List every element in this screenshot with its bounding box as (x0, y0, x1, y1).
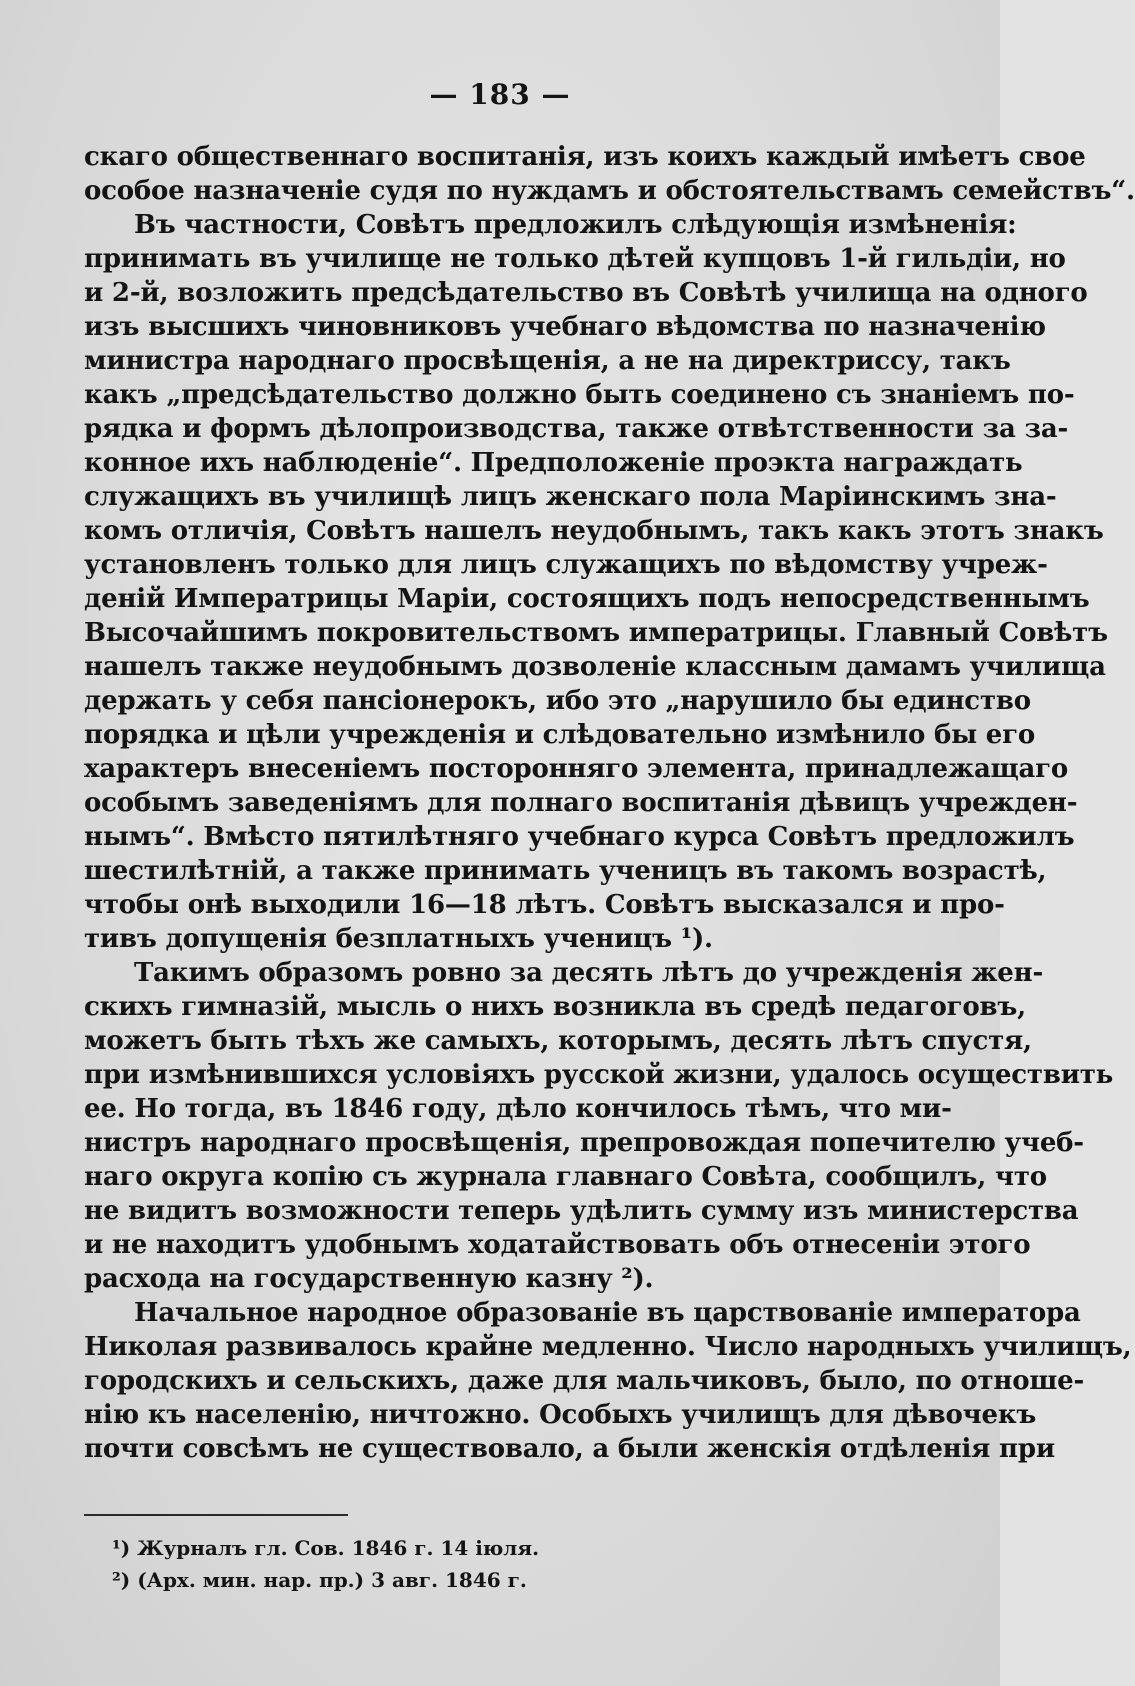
text-line: деній Императрицы Маріи, состоящихъ подъ непосредственнымъ (84, 584, 1090, 614)
text-line: скихъ гимназій, мысль о нихъ возникла въ средѣ педагоговъ, (84, 992, 1026, 1022)
text-line: Въ частности, Совѣтъ предложилъ слѣдующія измѣненія: (134, 210, 1017, 240)
text-line: рядка и формъ дѣлопроизводства, также отвѣтственности за за- (84, 414, 1069, 444)
text-line: ее. Но тогда, въ 1846 году, дѣло кончилось тѣмъ, что ми- (84, 1094, 952, 1124)
text-line: нистръ народнаго просвѣщенія, препровождая попечителю учеб- (84, 1128, 1084, 1158)
text-line: комъ отличія, Совѣтъ нашелъ неудобнымъ, такъ какъ этотъ знакъ (84, 516, 1104, 546)
text-line: изъ высшихъ чиновниковъ учебнаго вѣдомства по назначенію (84, 312, 1046, 342)
text-line: нашелъ также неудобнымъ дозволеніе классным дамамъ училища (84, 652, 1106, 682)
text-line: и 2-й, возложить предсѣдательство въ Совѣтѣ училища на одного (84, 278, 1088, 308)
text-line: держать у себя пансіонерокъ, ибо это „нарушило бы единство (84, 686, 1031, 716)
text-line: можетъ быть тѣхъ же самыхъ, которымъ, десять лѣтъ спустя, (84, 1026, 1032, 1056)
paragraph (84, 208, 1108, 956)
footnote-divider (84, 1514, 348, 1516)
text-line: порядка и цѣли учрежденія и слѣдовательно измѣнило бы его (84, 720, 1036, 750)
text-line: служащихъ въ училищѣ лицъ женскаго пола Маріинскимъ зна- (84, 482, 1057, 512)
footnote (112, 1532, 812, 1564)
paragraph (84, 1296, 1132, 1466)
text-line: Высочайшимъ покровительствомъ императрицы. Главный Совѣтъ (84, 618, 1108, 648)
footnote (112, 1564, 812, 1596)
text-line: конное ихъ наблюденіе“. Предположеніе проэкта награждать (84, 448, 1023, 478)
text-line: расхода на государственную казну ²). (84, 1264, 654, 1294)
footnote-text: Журналъ гл. Сов. 1846 г. 14 іюля. (130, 1536, 540, 1560)
text-line: скаго общественнаго воспитанія, изъ коихъ каждый имѣетъ свое (84, 142, 1086, 172)
footnote-mark: ¹) (112, 1536, 131, 1560)
text-line: и не находитъ удобнымъ ходатайствовать объ отнесеніи этого (84, 1230, 1031, 1260)
text-line: при измѣнившихся условіяхъ русской жизни, удалось осуществить (84, 1060, 1114, 1090)
text-line: установленъ только для лицъ служащихъ по вѣдомству учреж- (84, 550, 1048, 580)
footnotes (112, 1532, 812, 1596)
text-line: городскихъ и сельскихъ, даже для мальчиковъ, было, по отноше- (84, 1366, 1085, 1396)
text-line: не видитъ возможности теперь удѣлить сумму изъ министерства (84, 1196, 1079, 1226)
text-line: чтобы онѣ выходили 16—18 лѣтъ. Совѣтъ высказался и про- (84, 890, 1005, 920)
text-line: министра народнаго просвѣщенія, а не на директриссу, такъ (84, 346, 1011, 376)
text-line: Такимъ образомъ ровно за десять лѣтъ до учрежденія жен- (134, 958, 1044, 988)
text-line: Николая развивалось крайне медленно. Число народныхъ училищъ, (84, 1332, 1132, 1362)
text-line: нымъ“. Вмѣсто пятилѣтняго учебнаго курса Совѣтъ предложилъ (84, 822, 1075, 852)
text-line: тивъ допущенія безплатныхъ ученицъ ¹). (84, 924, 713, 954)
paragraph (84, 140, 1135, 208)
page-number: — 183 — (429, 78, 571, 111)
text-line: шестилѣтній, а также принимать ученицъ въ такомъ возрастѣ, (84, 856, 1047, 886)
text-line: Начальное народное образованіе въ царствованіе императора (134, 1298, 1081, 1328)
paragraph (84, 956, 1114, 1296)
body-text (84, 140, 1135, 1466)
text-line: какъ „предсѣдательство должно быть соединено съ знаніемъ по- (84, 380, 1075, 410)
text-line: характеръ внесеніемъ посторонняго элемента, принадлежащаго (84, 754, 1069, 784)
text-line: наго округа копію съ журнала главнаго Совѣта, сообщилъ, что (84, 1162, 1047, 1192)
text-line: нію къ населенію, ничтожно. Особыхъ училищъ для дѣвочекъ (84, 1400, 1037, 1430)
text-line: особымъ заведеніямъ для полнаго воспитанія дѣвицъ учрежден- (84, 788, 1078, 818)
text-line: почти совсѣмъ не существовало, а были женскія отдѣленія при (84, 1434, 1055, 1464)
text-line: принимать въ училище не только дѣтей купцовъ 1-й гильдіи, но (84, 244, 1066, 274)
text-line: особое назначеніе судя по нуждамъ и обстоятельствамъ семействъ“. (84, 176, 1135, 206)
footnote-mark: ²) (112, 1568, 131, 1592)
footnote-text: (Арх. мин. нар. пр.) 3 авг. 1846 г. (130, 1568, 527, 1592)
